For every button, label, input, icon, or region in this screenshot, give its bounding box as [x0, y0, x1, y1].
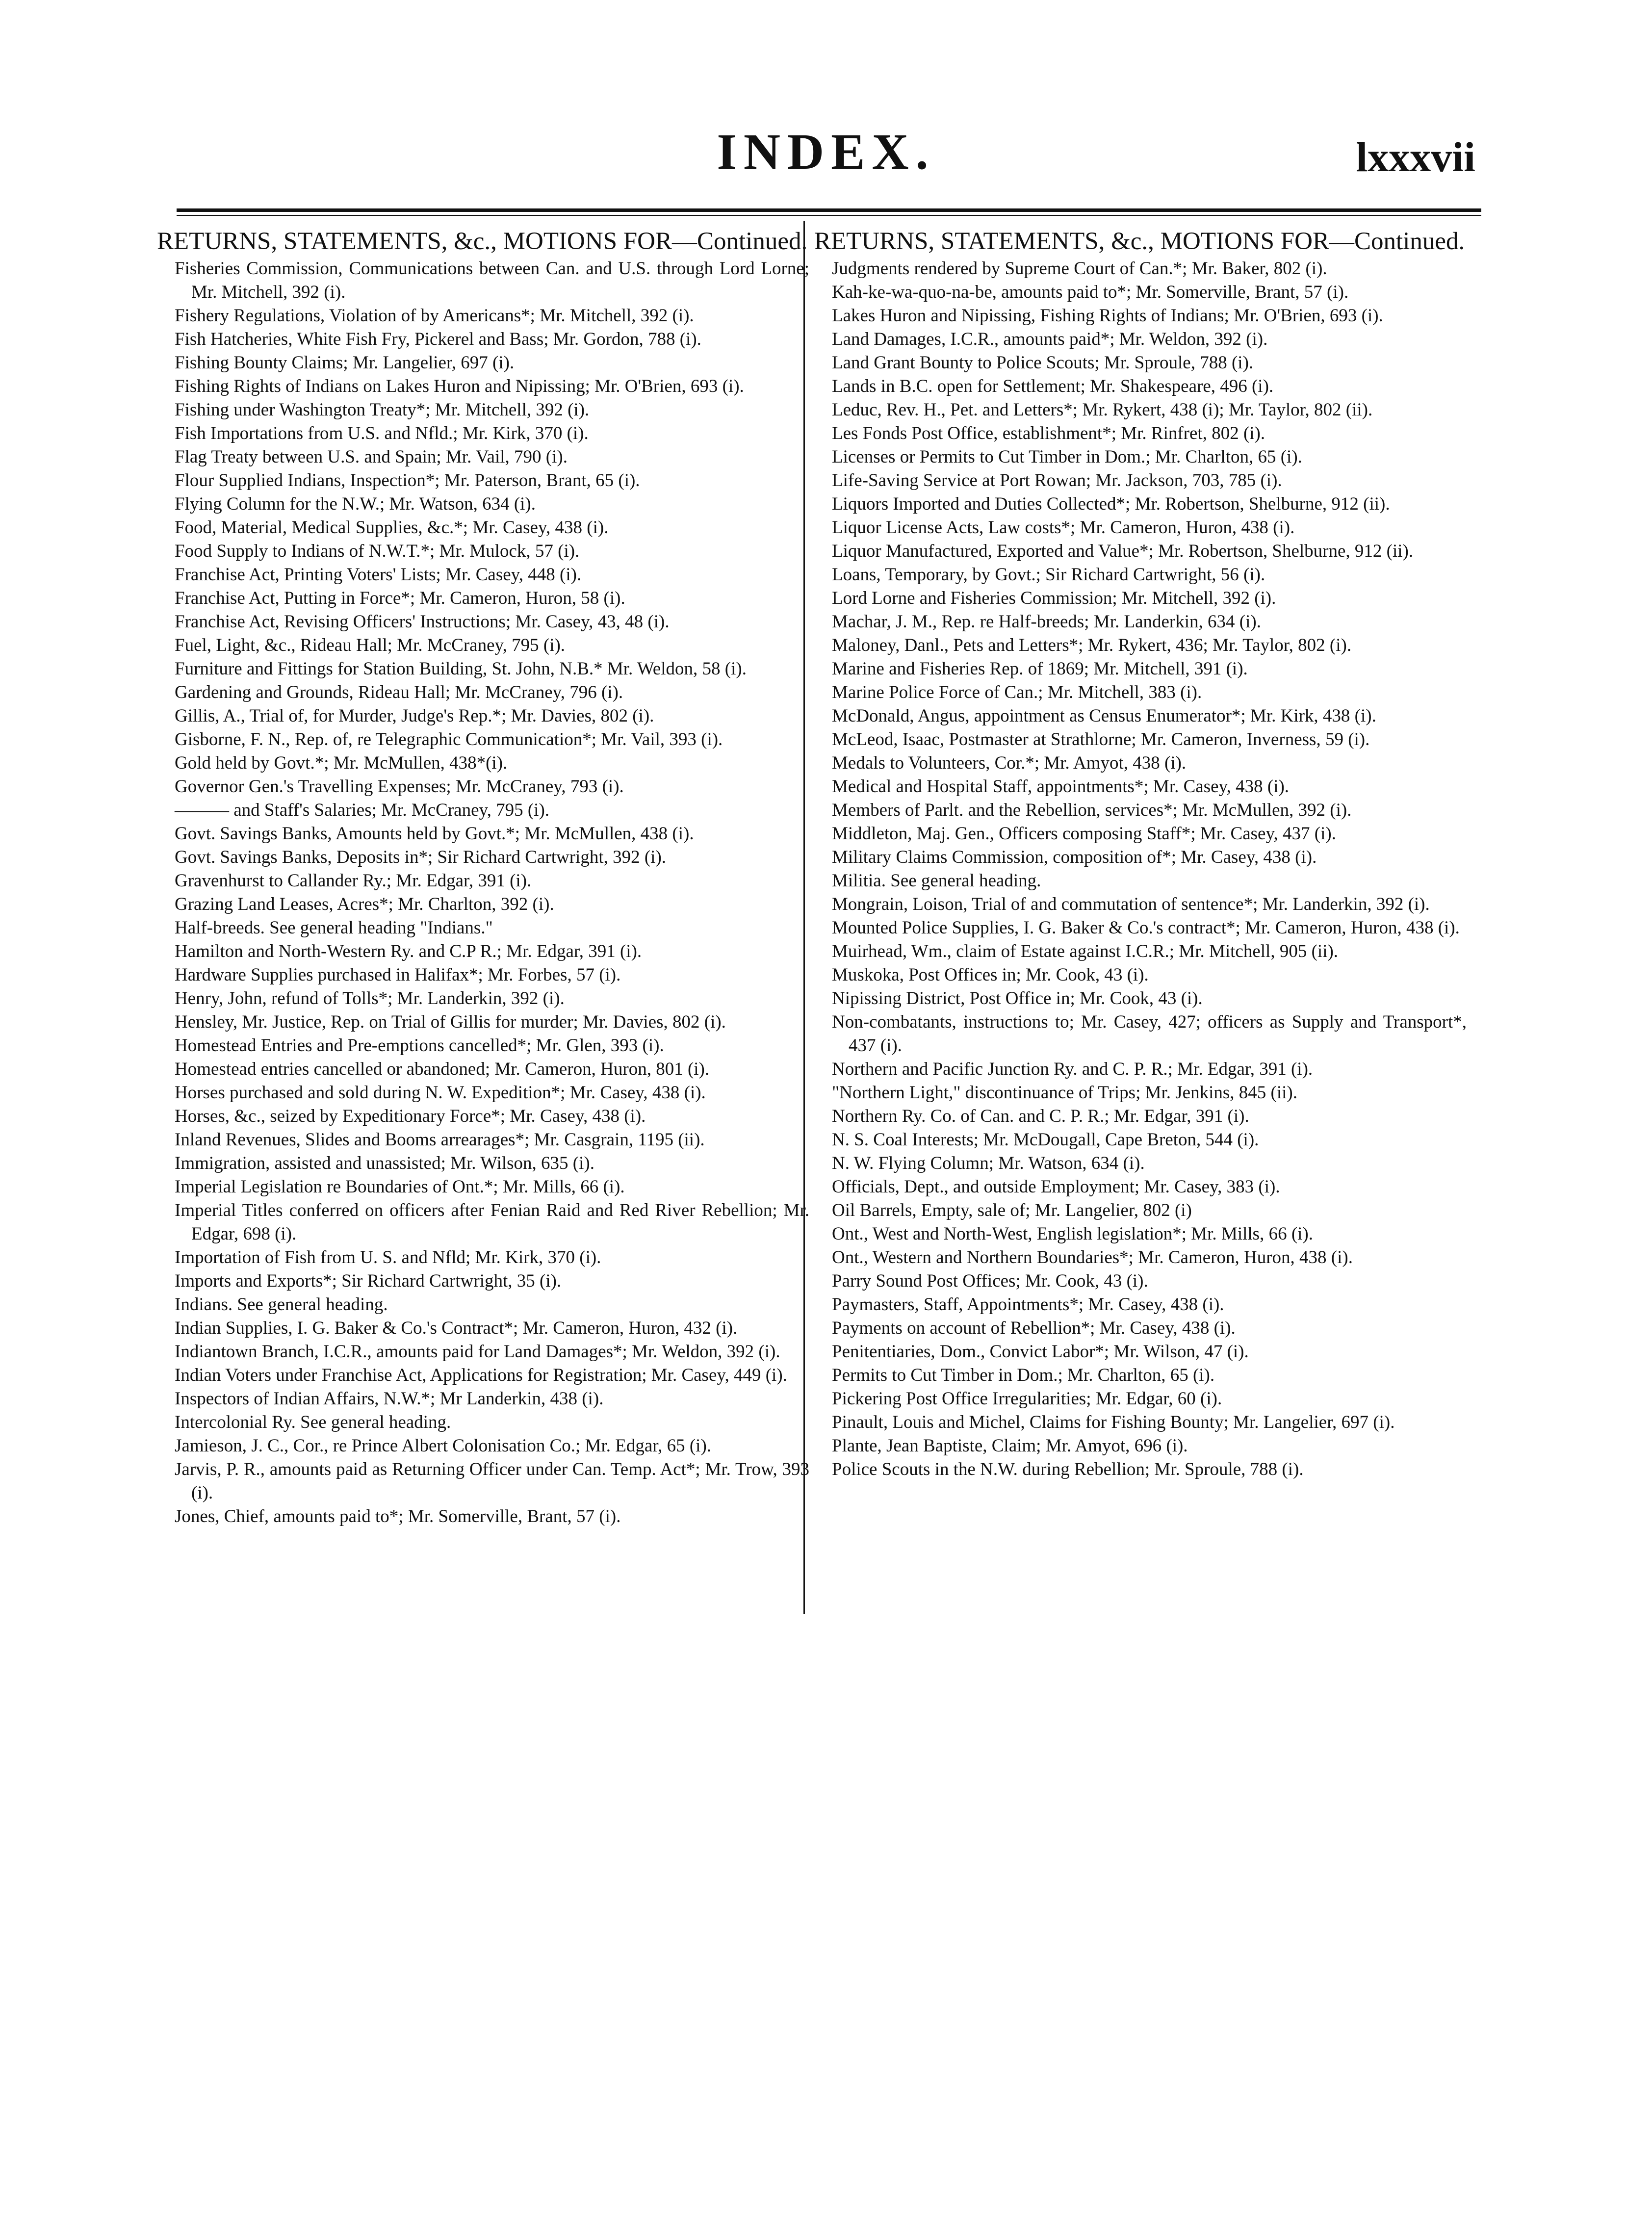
index-entry: Land Grant Bounty to Police Scouts; Mr. Sproule, 788 (i). — [832, 353, 1254, 373]
index-entry: Lakes Huron and Nipissing, Fishing Rights of Indians; Mr. O'Brien, 693 (i). — [832, 306, 1383, 326]
index-entry: Penitentiaries, Dom., Convict Labor*; Mr. Wilson, 47 (i). — [832, 1342, 1249, 1362]
index-entry: Franchise Act, Printing Voters' Lists; Mr. Casey, 448 (i). — [175, 565, 582, 585]
index-entry: Land Damages, I.C.R., amounts paid*; Mr. Weldon, 392 (i). — [832, 329, 1268, 349]
index-entry: Intercolonial Ry. See general heading. — [175, 1412, 451, 1432]
index-entry: Muirhead, Wm., claim of Estate against I.C.R.; Mr. Mitchell, 905 (ii). — [832, 941, 1339, 961]
index-entry: Fuel, Light, &c., Rideau Hall; Mr. McCraney, 795 (i). — [175, 635, 566, 655]
index-entry: Muskoka, Post Offices in; Mr. Cook, 43 (i). — [832, 965, 1149, 985]
index-entry: Members of Parlt. and the Rebellion, services*; Mr. McMullen, 392 (i). — [832, 800, 1352, 820]
index-entry: Medical and Hospital Staff, appointments*; Mr. Casey, 438 (i). — [832, 776, 1290, 797]
index-entry: Marine Police Force of Can.; Mr. Mitchell, 383 (i). — [832, 682, 1202, 702]
index-entry: Half-breeds. See general heading "Indians." — [175, 918, 493, 938]
index-entry: Fishing Bounty Claims; Mr. Langelier, 697 (i). — [175, 353, 515, 373]
index-entry: Imperial Titles conferred on officers after Fenian Raid and Red River Rebellion; Mr. Edgar, 698 (i). — [175, 1200, 809, 1244]
index-entry: Fishery Regulations, Violation of by Americans*; Mr. Mitchell, 392 (i). — [175, 306, 694, 326]
page-number: lxxxvii — [1356, 133, 1475, 181]
index-entry: Plante, Jean Baptiste, Claim; Mr. Amyot, 696 (i). — [832, 1436, 1188, 1456]
index-entry: Life-Saving Service at Port Rowan; Mr. Jackson, 703, 785 (i). — [832, 470, 1282, 491]
index-entry: Indian Supplies, I. G. Baker & Co.'s Contract*; Mr. Cameron, Huron, 432 (i). — [175, 1318, 738, 1338]
index-entry: Pickering Post Office Irregularities; Mr. Edgar, 60 (i). — [832, 1389, 1222, 1409]
index-entry: Marine and Fisheries Rep. of 1869; Mr. Mitchell, 391 (i). — [832, 659, 1248, 679]
index-entry: Mounted Police Supplies, I. G. Baker & Co.'s contract*; Mr. Cameron, Huron, 438 (i). — [832, 918, 1460, 938]
index-entry: Licenses or Permits to Cut Timber in Dom.; Mr. Charlton, 65 (i). — [832, 447, 1302, 467]
index-entry: N. W. Flying Column; Mr. Watson, 634 (i). — [832, 1153, 1145, 1173]
index-entry: Govt. Savings Banks, Amounts held by Govt.*; Mr. McMullen, 438 (i). — [175, 824, 694, 844]
index-entry: Immigration, assisted and unassisted; Mr. Wilson, 635 (i). — [175, 1153, 594, 1173]
index-entry: Govt. Savings Banks, Deposits in*; Sir Richard Cartwright, 392 (i). — [175, 847, 667, 867]
index-entry: Imperial Legislation re Boundaries of Ont.*; Mr. Mills, 66 (i). — [175, 1177, 625, 1197]
index-entry: McDonald, Angus, appointment as Census Enumerator*; Mr. Kirk, 438 (i). — [832, 706, 1376, 726]
index-entry: Furniture and Fittings for Station Building, St. John, N.B.* Mr. Weldon, 58 (i). — [175, 659, 747, 679]
index-entry: Flying Column for the N.W.; Mr. Watson, 634 (i). — [175, 494, 536, 514]
index-entry: Ont., West and North-West, English legislation*; Mr. Mills, 66 (i). — [832, 1224, 1313, 1244]
header-rule — [177, 208, 1481, 212]
index-entry: Flour Supplied Indians, Inspection*; Mr. Paterson, Brant, 65 (i). — [175, 470, 640, 491]
index-entry: Inland Revenues, Slides and Booms arrearages*; Mr. Casgrain, 1195 (ii). — [175, 1130, 705, 1150]
index-entry: Parry Sound Post Offices; Mr. Cook, 43 (i). — [832, 1271, 1148, 1291]
index-entry: Mongrain, Loison, Trial of and commutation of sentence*; Mr. Landerkin, 392 (i). — [832, 894, 1430, 914]
index-entry: Gardening and Grounds, Rideau Hall; Mr. McCraney, 796 (i). — [175, 682, 623, 702]
index-entry: Permits to Cut Timber in Dom.; Mr. Charlton, 65 (i). — [832, 1365, 1215, 1385]
index-entry: Food, Material, Medical Supplies, &c.*; Mr. Casey, 438 (i). — [175, 517, 609, 538]
index-entry: Gold held by Govt.*; Mr. McMullen, 438*(i). — [175, 753, 508, 773]
index-entry: Food Supply to Indians of N.W.T.*; Mr. Mulock, 57 (i). — [175, 541, 580, 561]
index-entry: Jamieson, J. C., Cor., re Prince Albert Colonisation Co.; Mr. Edgar, 65 (i). — [175, 1436, 712, 1456]
index-entry: Fish Importations from U.S. and Nfld.; Mr. Kirk, 370 (i). — [175, 423, 589, 443]
index-entry: Governor Gen.'s Travelling Expenses; Mr. McCraney, 793 (i). — [175, 776, 624, 797]
index-entry: Judgments rendered by Supreme Court of Can.*; Mr. Baker, 802 (i). — [832, 259, 1327, 279]
index-entry: Nipissing District, Post Office in; Mr. Cook, 43 (i). — [832, 988, 1203, 1009]
index-entry: Les Fonds Post Office, establishment*; Mr. Rinfret, 802 (i). — [832, 423, 1265, 443]
column-heading: RETURNS, STATEMENTS, &c., MOTIONS FOR—Continued. — [157, 228, 808, 255]
column-heading: RETURNS, STATEMENTS, &c., MOTIONS FOR—Continued. — [814, 228, 1465, 255]
index-entry: Gillis, A., Trial of, for Murder, Judge's Rep.*; Mr. Davies, 802 (i). — [175, 706, 654, 726]
index-entry: Non-combatants, instructions to; Mr. Casey, 427; officers as Supply and Transport*, 437 (i). — [832, 1012, 1467, 1056]
index-entry: Military Claims Commission, composition of*; Mr. Casey, 438 (i). — [832, 847, 1317, 867]
index-entry: Gisborne, F. N., Rep. of, re Telegraphic Communication*; Mr. Vail, 393 (i). — [175, 729, 723, 750]
index-entry: Payments on account of Rebellion*; Mr. Casey, 438 (i). — [832, 1318, 1236, 1338]
index-entry: Ont., Western and Northern Boundaries*; Mr. Cameron, Huron, 438 (i). — [832, 1247, 1353, 1268]
index-entry: Jarvis, P. R., amounts paid as Returning Officer under Can. Temp. Act*; Mr. Trow, 393 (i). — [175, 1459, 809, 1503]
index-entry: Lord Lorne and Fisheries Commission; Mr. Mitchell, 392 (i). — [832, 588, 1276, 608]
index-entry: Indians. See general heading. — [175, 1294, 388, 1315]
index-entry: Imports and Exports*; Sir Richard Cartwright, 35 (i). — [175, 1271, 562, 1291]
index-entry: Jones, Chief, amounts paid to*; Mr. Somerville, Brant, 57 (i). — [175, 1506, 621, 1526]
index-entry: Importation of Fish from U. S. and Nfld; Mr. Kirk, 370 (i). — [175, 1247, 601, 1268]
index-entry: "Northern Light," discontinuance of Trips; Mr. Jenkins, 845 (ii). — [832, 1083, 1297, 1103]
index-entry: Flag Treaty between U.S. and Spain; Mr. Vail, 790 (i). — [175, 447, 568, 467]
index-entry: McLeod, Isaac, Postmaster at Strathlorne; Mr. Cameron, Inverness, 59 (i). — [832, 729, 1370, 750]
index-entry: Horses purchased and sold during N. W. Expedition*; Mr. Casey, 438 (i). — [175, 1083, 706, 1103]
left-column — [157, 227, 809, 1528]
index-entry: Hardware Supplies purchased in Halifax*; Mr. Forbes, 57 (i). — [175, 965, 621, 985]
index-entry: Hamilton and North-Western Ry. and C.P R.; Mr. Edgar, 391 (i). — [175, 941, 642, 961]
index-entry: Oil Barrels, Empty, sale of; Mr. Langelier, 802 (i) — [832, 1200, 1192, 1220]
index-entry: Kah-ke-wa-quo-na-be, amounts paid to*; Mr. Somerville, Brant, 57 (i). — [832, 282, 1349, 302]
index-entry: Leduc, Rev. H., Pet. and Letters*; Mr. Rykert, 438 (i); Mr. Taylor, 802 (ii). — [832, 400, 1373, 420]
index-entry: Officials, Dept., and outside Employment; Mr. Casey, 383 (i). — [832, 1177, 1280, 1197]
index-entry: Homestead Entries and Pre-emptions cancelled*; Mr. Glen, 393 (i). — [175, 1035, 664, 1056]
index-entry: Police Scouts in the N.W. during Rebellion; Mr. Sproule, 788 (i). — [832, 1459, 1304, 1479]
index-entry: Maloney, Danl., Pets and Letters*; Mr. Rykert, 436; Mr. Taylor, 802 (i). — [832, 635, 1352, 655]
index-entry: Fisheries Commission, Communications between Can. and U.S. through Lord Lorne; Mr. Mitchell, 392 (i). — [175, 259, 809, 302]
index-entry: Fishing Rights of Indians on Lakes Huron and Nipissing; Mr. O'Brien, 693 (i). — [175, 376, 744, 396]
index-entry: Gravenhurst to Callander Ry.; Mr. Edgar, 391 (i). — [175, 871, 532, 891]
index-entry: Middleton, Maj. Gen., Officers composing Staff*; Mr. Casey, 437 (i). — [832, 824, 1336, 844]
page-title: INDEX. — [717, 124, 935, 180]
index-entry: Fishing under Washington Treaty*; Mr. Mitchell, 392 (i). — [175, 400, 590, 420]
index-entry: Lands in B.C. open for Settlement; Mr. Shakespeare, 496 (i). — [832, 376, 1274, 396]
index-entry: Inspectors of Indian Affairs, N.W.*; Mr Landerkin, 438 (i). — [175, 1389, 604, 1409]
index-entry: Henry, John, refund of Tolls*; Mr. Landerkin, 392 (i). — [175, 988, 565, 1009]
index-entry: Indiantown Branch, I.C.R., amounts paid for Land Damages*; Mr. Weldon, 392 (i). — [175, 1342, 780, 1362]
index-entry: Hensley, Mr. Justice, Rep. on Trial of Gillis for murder; Mr. Davies, 802 (i). — [175, 1012, 726, 1032]
index-entry: Medals to Volunteers, Cor.*; Mr. Amyot, 438 (i). — [832, 753, 1187, 773]
index-entry: Indian Voters under Franchise Act, Applications for Registration; Mr. Casey, 449 (i). — [175, 1365, 787, 1385]
index-entry: Militia. See general heading. — [832, 871, 1041, 891]
header-rule-thin — [177, 215, 1481, 216]
index-entry: Liquors Imported and Duties Collected*; Mr. Robertson, Shelburne, 912 (ii). — [832, 494, 1390, 514]
index-entry: Liquor Manufactured, Exported and Value*; Mr. Robertson, Shelburne, 912 (ii). — [832, 541, 1414, 561]
index-entry: Grazing Land Leases, Acres*; Mr. Charlton, 392 (i). — [175, 894, 554, 914]
index-entry: Fish Hatcheries, White Fish Fry, Pickerel and Bass; Mr. Gordon, 788 (i). — [175, 329, 701, 349]
index-entry: Franchise Act, Putting in Force*; Mr. Cameron, Huron, 58 (i). — [175, 588, 625, 608]
index-entry: Machar, J. M., Rep. re Half-breeds; Mr. Landerkin, 634 (i). — [832, 612, 1261, 632]
index-entry: Homestead entries cancelled or abandoned; Mr. Cameron, Huron, 801 (i). — [175, 1059, 710, 1079]
index-entry: Loans, Temporary, by Govt.; Sir Richard Cartwright, 56 (i). — [832, 565, 1265, 585]
right-column — [814, 227, 1467, 1481]
index-entry: ——— and Staff's Salaries; Mr. McCraney, 795 (i). — [175, 800, 550, 820]
index-entry: Paymasters, Staff, Appointments*; Mr. Casey, 438 (i). — [832, 1294, 1224, 1315]
index-entry: Northern Ry. Co. of Can. and C. P. R.; Mr. Edgar, 391 (i). — [832, 1106, 1249, 1126]
index-entry: Franchise Act, Revising Officers' Instructions; Mr. Casey, 43, 48 (i). — [175, 612, 670, 632]
index-entry: Pinault, Louis and Michel, Claims for Fishing Bounty; Mr. Langelier, 697 (i). — [832, 1412, 1395, 1432]
index-entry: N. S. Coal Interests; Mr. McDougall, Cape Breton, 544 (i). — [832, 1130, 1259, 1150]
index-entry: Northern and Pacific Junction Ry. and C. P. R.; Mr. Edgar, 391 (i). — [832, 1059, 1313, 1079]
index-entry: Liquor License Acts, Law costs*; Mr. Cameron, Huron, 438 (i). — [832, 517, 1295, 538]
index-entry: Horses, &c., seized by Expeditionary Force*; Mr. Casey, 438 (i). — [175, 1106, 646, 1126]
